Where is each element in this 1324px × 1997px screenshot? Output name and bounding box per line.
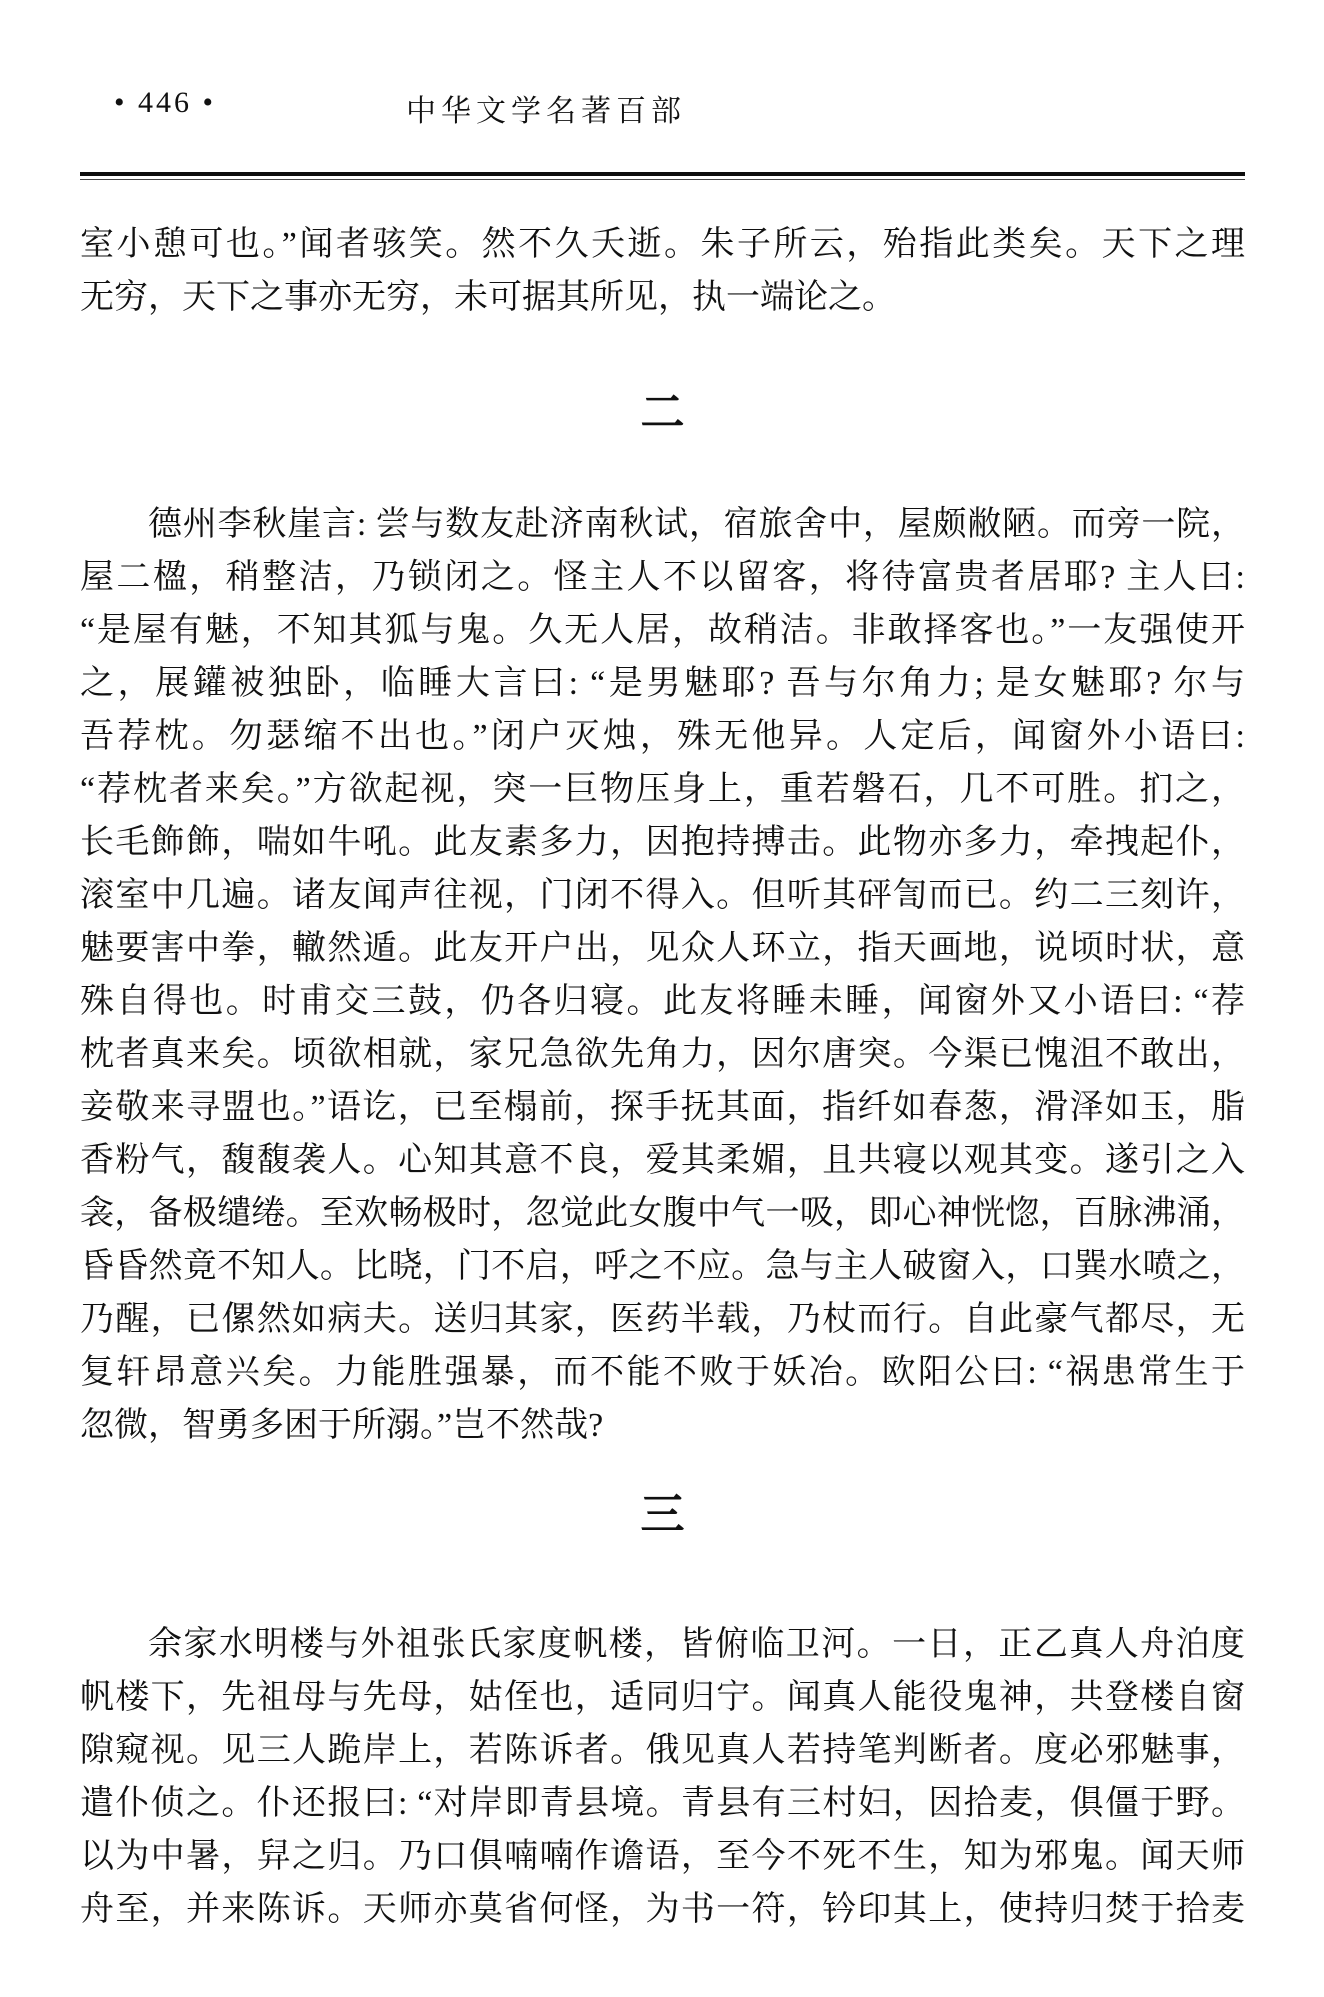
intro-paragraph — [80, 218, 1245, 324]
text-line: 舟至，并来陈诉。天师亦莫省何怪，为书一符，钤印其上，使持归焚于拾麦 — [80, 1891, 1245, 1928]
header-rule — [80, 172, 1245, 180]
text-line: 之，展鑵被独卧，临睡大言曰: “是男魅耶? 吾与尔角力; 是女魅耶? 尔与 — [80, 665, 1245, 702]
text-line: 滚室中几遍。诸友闻声往视，门闭不得入。但听其砰訇而已。约二三刻许， — [80, 877, 1245, 914]
text-line: 德州李秋崖言: 尝与数友赴济南秋试，宿旅舍中，屋颇敝陋。而旁一院， — [148, 506, 1245, 543]
text-line: 乃醒，已傫然如病夫。送归其家，医药半载，乃杖而行。自此豪气都尽，无 — [80, 1301, 1245, 1338]
text-line: 长毛飾飾，喘如牛吼。此友素多力，因抱持搏击。此物亦多力，牵拽起仆， — [80, 824, 1245, 861]
text-line: “是屋有魅，不知其狐与鬼。久无人居，故稍洁。非敢择客也。”一友强使开 — [80, 612, 1245, 649]
text-line: 帆楼下，先祖母与先母，姑侄也，适同归宁。闻真人能役鬼神，共登楼自窗 — [80, 1679, 1245, 1716]
section-heading-three: 三 — [640, 1490, 685, 1539]
text-line: 隙窥视。见三人跪岸上，若陈诉者。俄见真人若持笔判断者。度必邪魅事， — [80, 1732, 1245, 1769]
text-line: 香粉气，馥馥袭人。心知其意不良，爱其柔媚，且共寝以观其变。遂引之入 — [80, 1142, 1245, 1179]
page-body — [80, 218, 1245, 1936]
text-line: 枕者真来矣。顷欲相就，家兄急欲先角力，因尔唐突。今渠已愧沮不敢出， — [80, 1036, 1245, 1073]
text-line: 无穷，天下之事亦无穷，未可据其所见，执一端论之。 — [80, 279, 896, 316]
text-line: 昏昏然竟不知人。比晓，门不启，呼之不应。急与主人破窗入，口巽水喷之， — [80, 1248, 1245, 1285]
page-header — [80, 86, 1245, 130]
text-line: 殊自得也。时甫交三鼓，仍各归寝。此友将睡未睡，闻窗外又小语曰: “荐 — [80, 983, 1245, 1020]
text-line: 妾敬来寻盟也。”语讫，已至榻前，探手抚其面，指纤如春葱，滑泽如玉，脂 — [80, 1089, 1245, 1126]
text-line: 吾荐枕。勿瑟缩不出也。”闭户灭烛，殊无他异。人定后，闻窗外小语曰: — [80, 718, 1245, 755]
book-title: 中华文学名著百部 — [406, 95, 686, 128]
page-number: • 446 • — [114, 86, 217, 119]
text-line: 余家水明楼与外祖张氏家度帆楼，皆俯临卫河。一日，正乙真人舟泊度 — [148, 1626, 1245, 1663]
text-line: 复轩昂意兴矣。力能胜强暴，而不能不败于妖冶。欧阳公曰: “祸患常生于 — [80, 1354, 1245, 1391]
text-line: 遣仆侦之。仆还报曰: “对岸即青县境。青县有三村妇，因拾麦，俱僵于野。 — [80, 1785, 1245, 1822]
section-three-paragraph — [80, 1618, 1245, 1936]
text-line: “荐枕者来矣。”方欲起视，突一巨物压身上，重若磐石，几不可胜。扪之， — [80, 771, 1245, 808]
text-line: 以为中暑，舁之归。乃口俱喃喃作谵语，至今不死不生，知为邪鬼。闻天师 — [80, 1838, 1245, 1875]
text-line: 室小憩可也。”闻者骇笑。然不久夭逝。朱子所云，殆指此类矣。天下之理 — [80, 226, 1245, 263]
text-line: 忽微，智勇多困于所溺。”岂不然哉? — [80, 1407, 604, 1444]
text-line: 屋二楹，稍整洁，乃锁闭之。怪主人不以留客，将待富贵者居耶? 主人曰: — [80, 559, 1245, 596]
section-heading-two: 二 — [640, 388, 685, 437]
text-line: 衾，备极缱绻。至欢畅极时，忽觉此女腹中气一吸，即心神恍惚，百脉沸涌， — [80, 1195, 1245, 1232]
text-line: 魅要害中拳，轍然遁。此友开户出，见众人环立，指天画地，说顷时状，意 — [80, 930, 1245, 967]
section-two-paragraph — [80, 498, 1245, 1452]
